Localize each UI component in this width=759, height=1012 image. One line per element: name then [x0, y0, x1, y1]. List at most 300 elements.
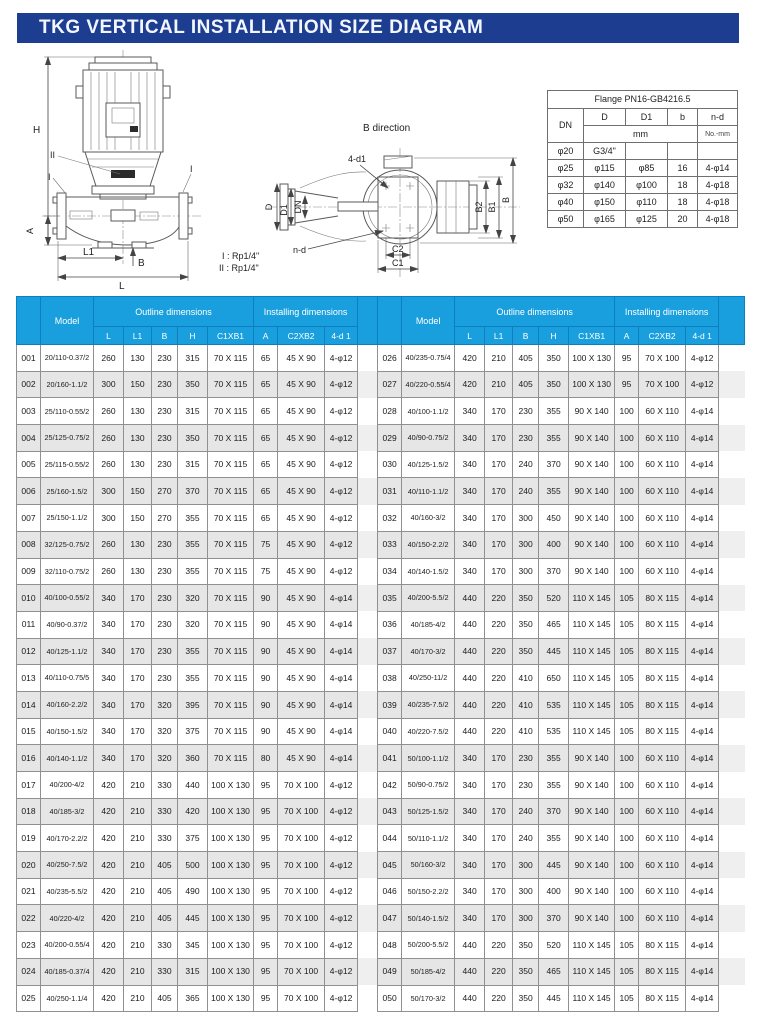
dim-cell: 100 X 130	[569, 371, 615, 398]
model-cell: 40/150-2.2/2	[402, 531, 455, 558]
dim-cell: 340	[455, 425, 485, 452]
model-cell: 50/160-3/2	[402, 852, 455, 879]
dim-cell: 95	[254, 905, 278, 932]
dim-c1-label: C1	[392, 258, 404, 268]
dim-cell: 170	[485, 478, 513, 505]
dim-c2-label: C2	[392, 244, 404, 254]
model-cell: 40/90-0.75/2	[402, 425, 455, 452]
dim-cell: 340	[455, 772, 485, 799]
spacer-cell	[358, 425, 378, 452]
dim-b-label: B	[138, 258, 145, 269]
flange-cell: φ85	[626, 160, 668, 177]
trailing-spacer-cell	[719, 585, 745, 612]
dim-cell: 75	[254, 531, 278, 558]
dim-cell: 170	[485, 425, 513, 452]
dim-cell: 70 X 115	[208, 531, 254, 558]
row-number: 045	[378, 852, 402, 879]
dim-cell: 230	[152, 425, 178, 452]
dim-cell: 650	[539, 665, 569, 692]
model-cell: 40/140-1.1/2	[41, 745, 94, 772]
dim-cell: 4-φ14	[325, 585, 358, 612]
dim-cell: 105	[615, 691, 639, 718]
dim-cell: 170	[485, 531, 513, 558]
spacer-cell	[358, 505, 378, 532]
dim-cell: 4-φ14	[686, 772, 719, 799]
dim-cell: 45 X 90	[278, 691, 325, 718]
spacer-cell	[358, 852, 378, 879]
trailing-spacer-cell	[719, 398, 745, 425]
row-number: 039	[378, 691, 402, 718]
col-l-right: L	[455, 327, 485, 345]
model-cell: 40/220-0.55/4	[402, 371, 455, 398]
dim-cell: 220	[485, 638, 513, 665]
trailing-spacer-cell	[719, 531, 745, 558]
dim-cell: 210	[124, 798, 152, 825]
row-number: 041	[378, 745, 402, 772]
dim-cell: 270	[152, 478, 178, 505]
dim-cell: 45 X 90	[278, 425, 325, 452]
trailing-spacer-cell	[719, 505, 745, 532]
col-c1xb1-left: C1XB1	[208, 327, 254, 345]
dim-cell: 315	[178, 451, 208, 478]
flange-col-dn: DN	[548, 109, 584, 143]
dim-cell: 340	[94, 718, 124, 745]
row-number: 015	[17, 718, 41, 745]
model-cell: 40/250-11/2	[402, 665, 455, 692]
dim-cell: 4-φ12	[325, 505, 358, 532]
dim-cell: 90	[254, 691, 278, 718]
dim-cell: 45 X 90	[278, 505, 325, 532]
dim-cell: 4-φ14	[686, 878, 719, 905]
trailing-spacer-header	[719, 297, 745, 345]
dim-cell: 60 X 110	[639, 745, 686, 772]
dim-cell: 440	[455, 611, 485, 638]
dim-cell: 535	[539, 691, 569, 718]
table-row	[17, 531, 745, 558]
dim-cell: 45 X 90	[278, 398, 325, 425]
dim-cell: 100	[615, 772, 639, 799]
dim-cell: 445	[539, 638, 569, 665]
dim-cell: 350	[539, 371, 569, 398]
trailing-spacer-cell	[719, 878, 745, 905]
dim-cell: 355	[178, 505, 208, 532]
dim-cell: 240	[513, 825, 539, 852]
dim-cell: 60 X 110	[639, 878, 686, 905]
dim-cell: 420	[178, 798, 208, 825]
dim-cell: 170	[485, 505, 513, 532]
dim-cell: 230	[152, 531, 178, 558]
dim-cell: 520	[539, 585, 569, 612]
spacer-cell	[358, 451, 378, 478]
model-cell: 40/250-1.1/4	[41, 985, 94, 1012]
dim-cell: 90 X 140	[569, 398, 615, 425]
dim-cell: 535	[539, 718, 569, 745]
flange-table-title: Flange PN16-GB4216.5	[548, 91, 738, 109]
dim-cell: 420	[94, 958, 124, 985]
model-cell: 50/110-1.1/2	[402, 825, 455, 852]
dim-cell: 65	[254, 345, 278, 372]
dim-cell: 4-φ12	[325, 531, 358, 558]
pump-front-view-drawing	[25, 50, 259, 292]
table-row	[17, 745, 745, 772]
dim-cell: 100	[615, 531, 639, 558]
dim-cell: 4-φ12	[686, 371, 719, 398]
dim-cell: 420	[94, 772, 124, 799]
row-number: 030	[378, 451, 402, 478]
dim-cell: 4-φ12	[325, 905, 358, 932]
port-i-right-label: I	[190, 164, 193, 174]
dim-cell: 440	[178, 772, 208, 799]
spacer-cell	[358, 665, 378, 692]
flange-cell: G3/4"	[584, 143, 626, 160]
dim-cell: 395	[178, 691, 208, 718]
dim-cell: 80 X 115	[639, 638, 686, 665]
dim-cell: 45 X 90	[278, 531, 325, 558]
dim-cell: 4-φ14	[686, 638, 719, 665]
col-h-right: H	[539, 327, 569, 345]
table-row	[17, 772, 745, 799]
flange-cell: φ125	[626, 211, 668, 228]
dim-cell: 220	[485, 665, 513, 692]
dim-cell: 490	[178, 878, 208, 905]
dim-cell: 170	[124, 638, 152, 665]
dim-cell: 60 X 110	[639, 398, 686, 425]
dim-cell: 340	[455, 398, 485, 425]
model-cell: 40/110-0.75/5	[41, 665, 94, 692]
dim-cell: 445	[178, 905, 208, 932]
note-port-i: I : Rp1/4"	[222, 251, 260, 261]
model-cell: 40/140-1.5/2	[402, 558, 455, 585]
dim-cell: 445	[539, 852, 569, 879]
table-row	[17, 878, 745, 905]
dim-cell: 4-φ14	[325, 638, 358, 665]
dim-cell: 340	[455, 451, 485, 478]
dim-b-right-label: B	[501, 196, 511, 204]
dim-cell: 65	[254, 451, 278, 478]
dim-cell: 130	[124, 425, 152, 452]
dim-cell: 210	[124, 825, 152, 852]
flange-cell: φ140	[584, 177, 626, 194]
model-cell: 40/170-3/2	[402, 638, 455, 665]
dim-cell: 45 X 90	[278, 638, 325, 665]
dim-cell: 4-φ12	[325, 451, 358, 478]
num-header-left	[17, 297, 41, 345]
dim-cell: 70 X 100	[278, 878, 325, 905]
spacer-cell	[358, 798, 378, 825]
dim-cell: 70 X 115	[208, 638, 254, 665]
dim-cell: 45 X 90	[278, 371, 325, 398]
dim-cell: 4-φ14	[686, 505, 719, 532]
dim-cell: 230	[152, 345, 178, 372]
flange-cell: φ20	[548, 143, 584, 160]
dim-cell: 70 X 100	[278, 772, 325, 799]
dim-cell: 210	[485, 371, 513, 398]
dim-cell: 350	[513, 638, 539, 665]
dim-cell: 4-φ14	[325, 611, 358, 638]
row-number: 029	[378, 425, 402, 452]
spacer-header	[358, 297, 378, 345]
table-row	[17, 345, 745, 372]
trailing-spacer-cell	[719, 985, 745, 1012]
dim-cell: 60 X 110	[639, 798, 686, 825]
dim-l-label: L	[119, 281, 125, 292]
dim-cell: 350	[178, 425, 208, 452]
dim-cell: 260	[94, 531, 124, 558]
trailing-spacer-cell	[719, 451, 745, 478]
dim-cell: 80 X 115	[639, 718, 686, 745]
dim-cell: 90 X 140	[569, 505, 615, 532]
dim-cell: 405	[513, 371, 539, 398]
col-b-right: B	[513, 327, 539, 345]
model-cell: 40/235-5.5/2	[41, 878, 94, 905]
dim-cell: 80 X 115	[639, 985, 686, 1012]
dim-cell: 350	[513, 958, 539, 985]
dim-cell: 345	[178, 932, 208, 959]
dim-cell: 340	[455, 905, 485, 932]
dim-cell: 315	[178, 345, 208, 372]
col-l1-left: L1	[124, 327, 152, 345]
dim-cell: 230	[513, 772, 539, 799]
dim-cell: 4-φ14	[686, 585, 719, 612]
table-row	[17, 611, 745, 638]
dim-cell: 4-φ12	[325, 345, 358, 372]
model-cell: 50/125-1.5/2	[402, 798, 455, 825]
dim-cell: 315	[178, 958, 208, 985]
trailing-spacer-cell	[719, 798, 745, 825]
dim-cell: 130	[124, 531, 152, 558]
dim-cell: 90 X 140	[569, 905, 615, 932]
dim-cell: 130	[124, 558, 152, 585]
dim-cell: 70 X 100	[639, 371, 686, 398]
dim-cell: 300	[513, 531, 539, 558]
trailing-spacer-cell	[719, 932, 745, 959]
col-l1-right: L1	[485, 327, 513, 345]
dim-cell: 440	[455, 585, 485, 612]
dim-cell: 170	[124, 691, 152, 718]
dim-cell: 95	[254, 772, 278, 799]
dim-cell: 170	[485, 825, 513, 852]
dim-cell: 4-φ14	[686, 398, 719, 425]
flange-cell: φ110	[626, 194, 668, 211]
dim-cell: 65	[254, 398, 278, 425]
row-number: 040	[378, 718, 402, 745]
dim-cell: 110 X 145	[569, 718, 615, 745]
dim-cell: 340	[455, 558, 485, 585]
dim-cell: 350	[539, 345, 569, 372]
dim-cell: 4-φ12	[325, 825, 358, 852]
col-4d1-left: 4-d 1	[325, 327, 358, 345]
dim-cell: 170	[485, 745, 513, 772]
row-number: 003	[17, 398, 41, 425]
model-cell: 40/125-1.1/2	[41, 638, 94, 665]
row-number: 021	[17, 878, 41, 905]
dim-cell: 420	[94, 798, 124, 825]
note-port-ii: II : Rp1/4"	[219, 263, 259, 273]
size-table	[16, 296, 745, 1012]
b-direction-view-drawing	[264, 123, 520, 278]
model-cell: 25/150-1.1/2	[41, 505, 94, 532]
model-cell: 50/100-1.1/2	[402, 745, 455, 772]
model-cell: 40/150-1.5/2	[41, 718, 94, 745]
dim-d-label: D	[264, 203, 274, 211]
dim-cell: 4-φ12	[325, 558, 358, 585]
table-row	[17, 852, 745, 879]
dim-cell: 70 X 115	[208, 478, 254, 505]
dim-cell: 100 X 130	[208, 932, 254, 959]
model-cell: 50/150-2.2/2	[402, 878, 455, 905]
row-number: 048	[378, 932, 402, 959]
dim-cell: 220	[485, 932, 513, 959]
dim-cell: 60 X 110	[639, 478, 686, 505]
spacer-cell	[358, 691, 378, 718]
dim-cell: 440	[455, 691, 485, 718]
dim-cell: 45 X 90	[278, 585, 325, 612]
dim-cell: 210	[124, 985, 152, 1012]
dim-cell: 60 X 110	[639, 852, 686, 879]
dim-cell: 340	[455, 825, 485, 852]
dim-cell: 170	[485, 451, 513, 478]
row-number: 019	[17, 825, 41, 852]
model-cell: 40/200-0.55/4	[41, 932, 94, 959]
model-cell: 40/170-2.2/2	[41, 825, 94, 852]
dim-cell: 95	[254, 932, 278, 959]
dim-cell: 100 X 130	[208, 878, 254, 905]
row-number: 008	[17, 531, 41, 558]
dim-cell: 210	[124, 932, 152, 959]
dim-cell: 370	[539, 905, 569, 932]
dim-cell: 90	[254, 585, 278, 612]
dim-cell: 4-φ14	[686, 718, 719, 745]
dim-cell: 410	[513, 665, 539, 692]
dim-cell: 420	[94, 852, 124, 879]
flange-unit-nd: No.-mm	[698, 126, 738, 143]
dim-cell: 355	[178, 665, 208, 692]
dim-cell: 100	[615, 798, 639, 825]
dim-cell: 4-φ14	[686, 852, 719, 879]
flange-cell	[626, 143, 668, 160]
model-cell: 20/160-1.1/2	[41, 371, 94, 398]
dim-cell: 70 X 115	[208, 558, 254, 585]
flange-row	[548, 177, 738, 194]
dim-cell: 4-φ14	[325, 665, 358, 692]
dim-a-label: A	[25, 227, 35, 235]
dim-cell: 4-φ12	[325, 932, 358, 959]
dim-cell: 210	[124, 958, 152, 985]
page-title: TKG VERTICAL INSTALLATION SIZE DIAGRAM	[17, 13, 739, 43]
trailing-spacer-cell	[719, 905, 745, 932]
model-cell: 40/110-1.1/2	[402, 478, 455, 505]
b-direction-title: B direction	[363, 123, 411, 134]
dim-cell: 100	[615, 451, 639, 478]
dim-b1-label: B1	[487, 201, 497, 213]
dim-cell: 45 X 90	[278, 345, 325, 372]
model-cell: 50/90-0.75/2	[402, 772, 455, 799]
dim-cell: 65	[254, 425, 278, 452]
dim-cell: 445	[539, 985, 569, 1012]
dim-cell: 90 X 140	[569, 852, 615, 879]
dim-cell: 4-φ12	[325, 798, 358, 825]
dim-cell: 80 X 115	[639, 932, 686, 959]
spacer-cell	[358, 398, 378, 425]
dim-cell: 90 X 140	[569, 878, 615, 905]
dim-cell: 405	[152, 905, 178, 932]
dim-cell: 150	[124, 505, 152, 532]
spacer-cell	[358, 345, 378, 372]
dim-cell: 100	[615, 505, 639, 532]
dim-cell: 95	[254, 852, 278, 879]
port-ii-label: II	[50, 150, 56, 160]
dim-cell: 450	[539, 505, 569, 532]
spacer-cell	[358, 718, 378, 745]
flange-cell: 20	[668, 211, 698, 228]
dim-cell: 210	[124, 772, 152, 799]
dim-cell: 100 X 130	[208, 772, 254, 799]
model-cell: 25/115-0.55/2	[41, 451, 94, 478]
model-cell: 40/160-2.2/2	[41, 691, 94, 718]
table-row	[17, 825, 745, 852]
dim-cell: 465	[539, 958, 569, 985]
flange-cell: 16	[668, 160, 698, 177]
dim-cell: 210	[485, 345, 513, 372]
row-number: 037	[378, 638, 402, 665]
dim-cell: 365	[178, 985, 208, 1012]
dim-cell: 440	[455, 985, 485, 1012]
dim-cell: 70 X 100	[278, 798, 325, 825]
port-i-left-label: I	[48, 172, 51, 182]
dim-cell: 315	[178, 398, 208, 425]
dim-cell: 4-φ12	[325, 878, 358, 905]
dim-cell: 230	[513, 425, 539, 452]
dim-cell: 105	[615, 638, 639, 665]
spacer-cell	[358, 371, 378, 398]
outline-header-right: Outline dimensions	[455, 297, 615, 327]
dim-cell: 65	[254, 371, 278, 398]
dim-cell: 500	[178, 852, 208, 879]
bolt-count-label: 4-d1	[348, 154, 367, 164]
table-row	[17, 638, 745, 665]
dim-cell: 4-φ14	[686, 665, 719, 692]
dim-cell: 100	[615, 825, 639, 852]
trailing-spacer-cell	[719, 371, 745, 398]
flange-row	[548, 160, 738, 177]
dim-cell: 45 X 90	[278, 718, 325, 745]
model-cell: 25/160-1.5/2	[41, 478, 94, 505]
row-number: 011	[17, 611, 41, 638]
row-number: 020	[17, 852, 41, 879]
dim-cell: 4-φ12	[325, 478, 358, 505]
dim-cell: 240	[513, 798, 539, 825]
spacer-cell	[358, 905, 378, 932]
dim-cell: 260	[94, 425, 124, 452]
model-cell: 50/185-4/2	[402, 958, 455, 985]
dim-cell: 100 X 130	[208, 985, 254, 1012]
dim-cell: 355	[539, 398, 569, 425]
dim-cell: 230	[152, 371, 178, 398]
dim-cell: 70 X 115	[208, 745, 254, 772]
model-cell: 50/140-1.5/2	[402, 905, 455, 932]
spacer-cell	[358, 825, 378, 852]
flange-unit-mm: mm	[584, 126, 698, 143]
col-a-right: A	[615, 327, 639, 345]
dim-cell: 360	[178, 745, 208, 772]
dim-cell: 90 X 140	[569, 745, 615, 772]
model-header-left: Model	[41, 297, 94, 345]
dim-cell: 75	[254, 558, 278, 585]
dim-cell: 45 X 90	[278, 611, 325, 638]
model-cell: 32/125-0.75/2	[41, 531, 94, 558]
model-cell: 40/250-7.5/2	[41, 852, 94, 879]
flange-col-d: D	[584, 109, 626, 126]
